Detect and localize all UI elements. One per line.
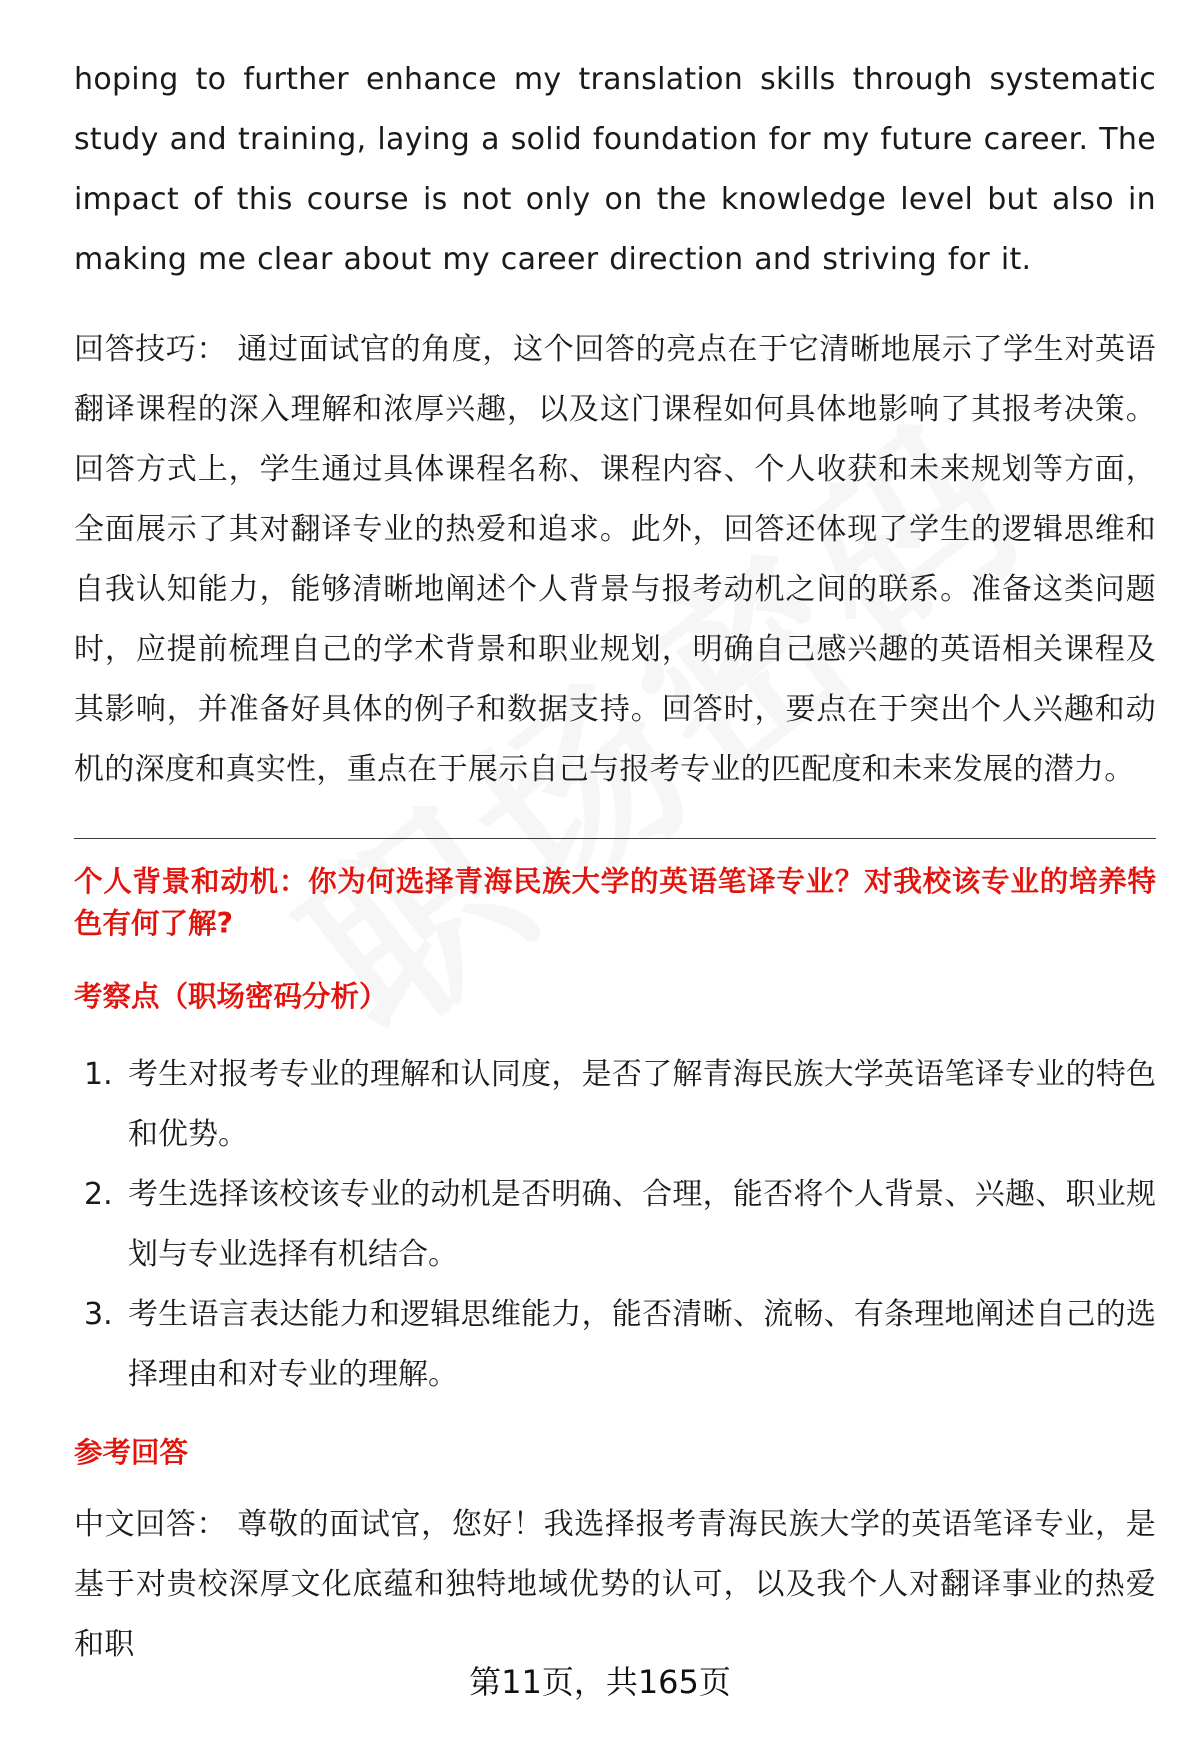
analysis-heading: 考察点（职场密码分析） (74, 980, 388, 1013)
list-item (74, 1285, 1156, 1405)
list-number: 2. (84, 1177, 113, 1212)
tips-paragraph: 回答技巧： 通过面试官的角度，这个回答的亮点在于它清晰地展示了学生对英语翻译课程的深入理解和浓厚兴趣，以及这门课程如何具体地影响了其报考决策。回答方式上，学生通过具体课程名称、课程内容、个人收获和未来规划等方面，全面展示了其对翻译专业的热爱和追求。此外，回答还体现了学生的逻辑思维和自我认知能力，能够清晰地阐述个人背景与报考动机之间的联系。准备这类问题时，应提前梳理自己的学术背景和职业规划，明确自己感兴趣的英语相关课程及其影响，并准备好具体的例子和数据支持。回答时，要点在于突出个人兴趣和动机的深度和真实性，重点在于展示自己与报考专业的匹配度和未来发展的潜力。 (74, 332, 1156, 787)
section-divider (74, 838, 1156, 839)
list-number: 1. (84, 1057, 113, 1092)
list-item (74, 1165, 1156, 1285)
question-heading: 个人背景和动机：你为何选择青海民族大学的英语笔译专业？对我校该专业的培养特色有何了解? (74, 865, 1156, 940)
list-number: 3. (84, 1297, 113, 1332)
document-page (74, 50, 1156, 1675)
answer-paragraph: 中文回答： 尊敬的面试官，您好！我选择报考青海民族大学的英语笔译专业，是基于对贵校深厚文化底蕴和独特地域优势的认可，以及我个人对翻译事业的热爱和职 (74, 1507, 1156, 1662)
answer-heading: 参考回答 (74, 1436, 189, 1469)
list-item-text: 考生选择该校该专业的动机是否明确、合理，能否将个人背景、兴趣、职业规划与专业选择有机结合。 (128, 1177, 1156, 1272)
intro-paragraph: hoping to further enhance my translation skills through systematic study and training, laying a solid foundation for my future career. The impact of this course is not only on the knowledge level but also in making me clear about my career direction and striving for it. (74, 62, 1156, 277)
list-item (74, 1045, 1156, 1165)
list-item-text: 考生对报考专业的理解和认同度，是否了解青海民族大学英语笔译专业的特色和优势。 (128, 1057, 1156, 1152)
analysis-list (74, 1045, 1156, 1405)
list-item-text: 考生语言表达能力和逻辑思维能力，能否清晰、流畅、有条理地阐述自己的选择理由和对专业的理解。 (128, 1297, 1156, 1392)
page-footer: 第11页，共165页 (469, 1663, 731, 1701)
